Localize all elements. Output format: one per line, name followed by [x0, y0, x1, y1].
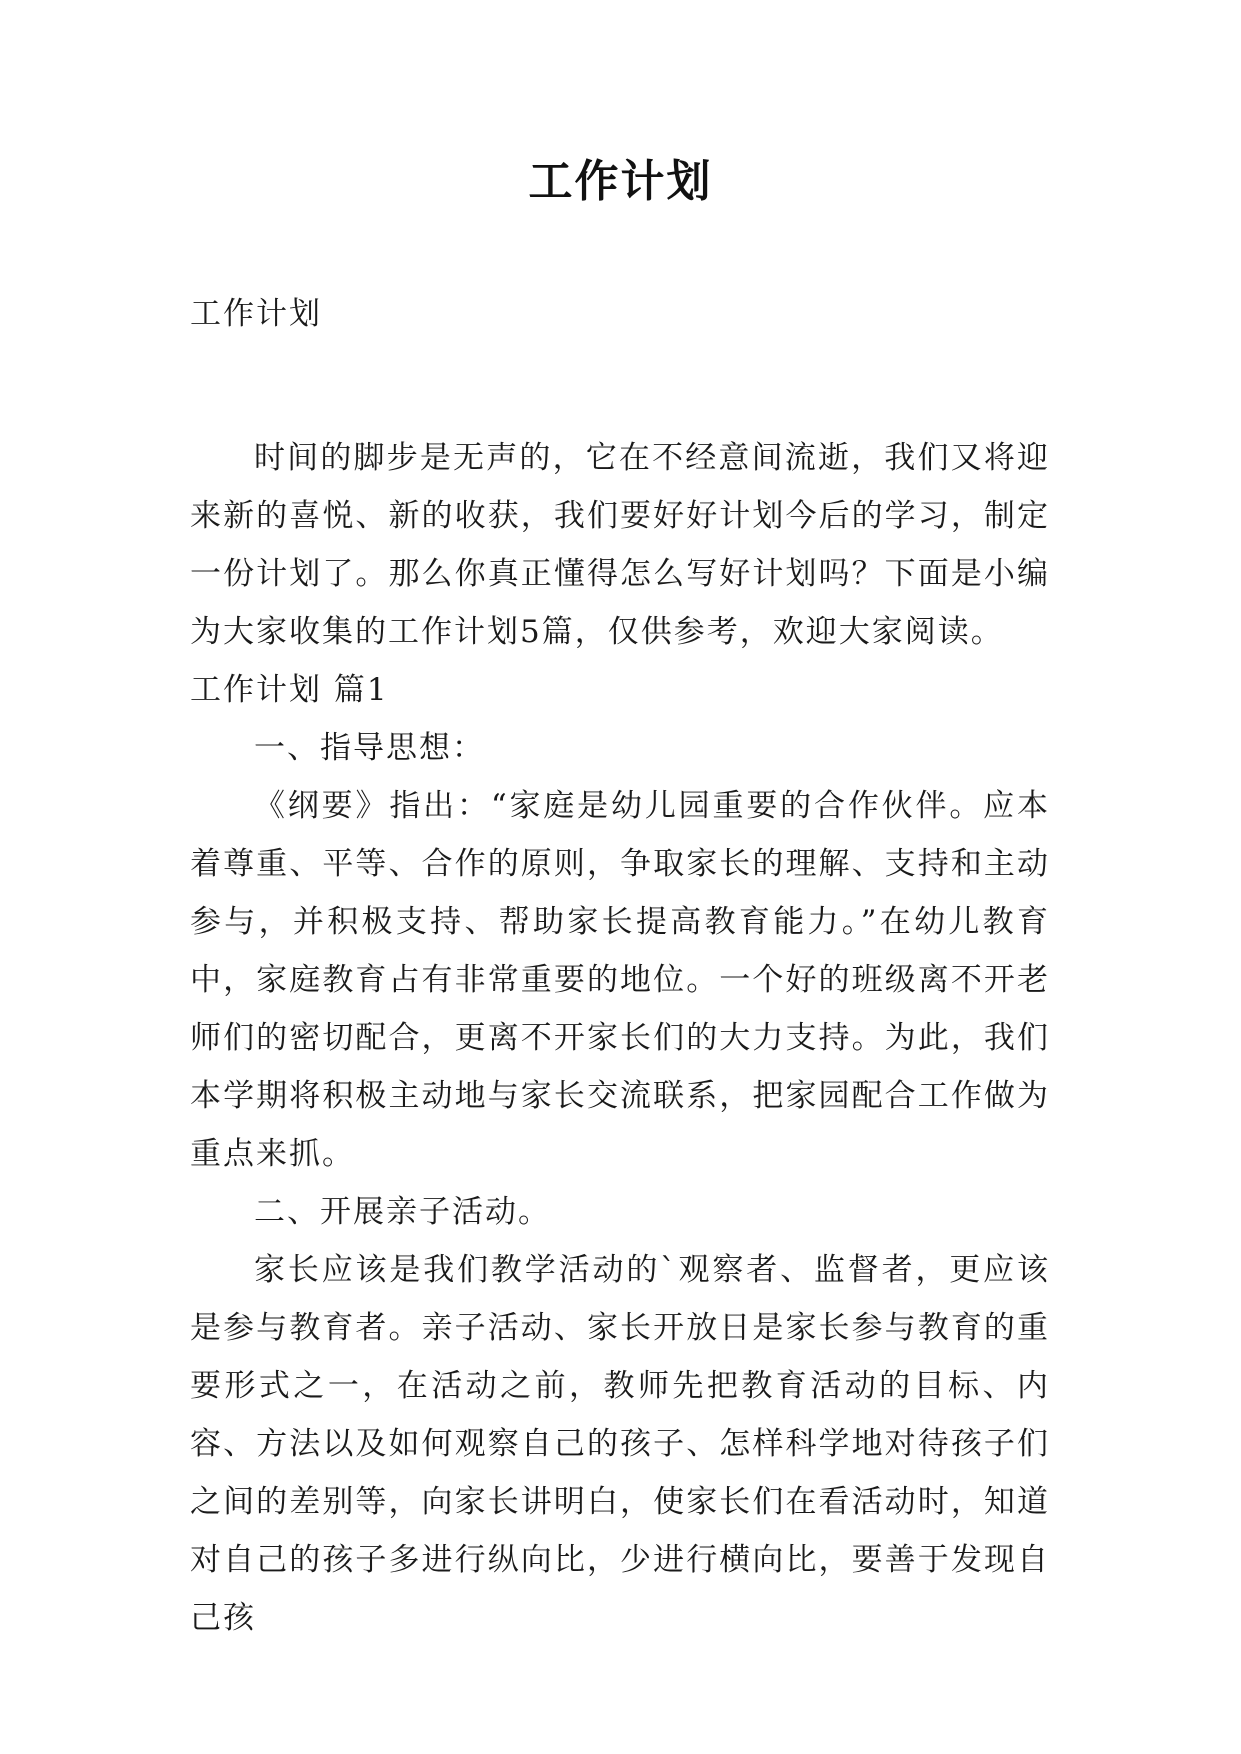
body-paragraph: 家长应该是我们教学活动的`观察者、监督者，更应该是参与教育者。亲子活动、家长开放日是家长参与教育的重要形式之一，在活动之前，教师先把教育活动的目标、内容、方法以及如何观察自己的孩子、怎样科学地对待孩子们之间的差别等，向家长讲明白，使家长们在看活动时，知道对自己的孩子多进行纵向比，少进行横向比，要善于发现自己孩	[190, 1252, 1050, 1636]
document-subtitle: 工作计划	[190, 296, 322, 332]
document-title: 工作计划	[528, 156, 713, 207]
section-heading: 工作计划 篇1	[190, 672, 389, 708]
heading-guiding-ideology: 一、指导思想：	[254, 730, 485, 766]
body-paragraph: 《纲要》指出：“家庭是幼儿园重要的合作伙伴。应本着尊重、平等、合作的原则，争取家长的理解、支持和主动参与，并积极支持、帮助家长提高教育能力。”在幼儿教育中，家庭教育占有非常重要的地位。一个好的班级离不开老师们的密切配合，更离不开家长们的大力支持。为此，我们本学期将积极主动地与家长交流联系，把家园配合工作做为重点来抓。	[190, 788, 1050, 1172]
intro-paragraph: 时间的脚步是无声的，它在不经意间流逝，我们又将迎来新的喜悦、新的收获，我们要好好计划今后的学习，制定一份计划了。那么你真正懂得怎么写好计划吗？下面是小编为大家收集的工作计划5篇，仅供参考，欢迎大家阅读。	[190, 440, 1050, 650]
heading-parent-child-activities: 二、开展亲子活动。	[254, 1194, 551, 1230]
document-body	[190, 285, 1050, 1647]
